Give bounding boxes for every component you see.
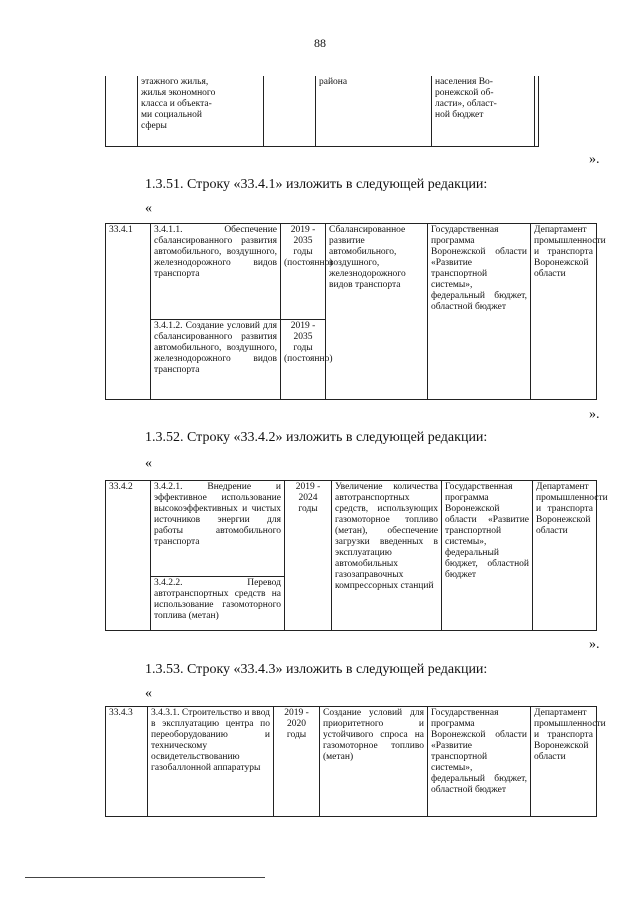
state-program: Государственная программа Воронежской области «Развитие транспортной системы», федеральный бюджет, областной бюджет xyxy=(428,707,531,817)
closing-quote-2: ». xyxy=(589,407,600,422)
fragment-years-cell xyxy=(264,76,316,146)
responsible-department: Департамент промышленности и транспорта Воронежской области xyxy=(531,707,597,817)
closing-quote-3: ». xyxy=(589,637,600,652)
responsible-department: Департамент промышленности и транспорта Воронежской области xyxy=(531,224,597,400)
responsible-department: Департамент промышленности и транспорта Воронежской области xyxy=(533,481,597,631)
measure-years: 2019 - 2020 годы xyxy=(274,707,320,817)
opening-quote-3: « xyxy=(145,686,152,701)
fragment-result-cell: района xyxy=(316,76,432,146)
row-33-4-2-table xyxy=(105,480,608,631)
row-code: 33.4.1 xyxy=(106,224,151,400)
row-code: 33.4.2 xyxy=(106,481,151,631)
fragment-program-cell: населения Во- ронежской об- ласти», област- ной бюджет xyxy=(432,76,535,146)
measure-3-4-1-2-years: 2019 - 2035 годы (постоянно) xyxy=(281,320,326,400)
measure-3-4-1-1: 3.4.1.1. Обеспечение сбалансированного развития автомобильного, воздушного, железнодорожного видов транспорта xyxy=(151,224,281,320)
closing-quote-1: ». xyxy=(589,152,600,167)
fragment-responsible-cell xyxy=(535,76,539,146)
expected-result: Сбалансированное развитие автомобильного, воздушного, железнодорожного видов транспорта xyxy=(326,224,428,400)
row-code: 33.4.3 xyxy=(106,707,148,817)
opening-quote-1: « xyxy=(145,201,152,216)
state-program: Государственная программа Воронежской области «Развитие транспортной системы», федеральный бюджет, областной бюджет xyxy=(442,481,533,631)
measure-3-4-2-2: 3.4.2.2. Перевод автотранспортных средств на использование газомоторного топлива (метан) xyxy=(151,577,285,631)
row-33-4-1-table xyxy=(105,223,606,400)
measure-3-4-2-1: 3.4.2.1. Внедрение и эффективное использование высокоэффективных и чистых источников энергии для работы автомобильного транспорта xyxy=(151,481,285,577)
measure-3-4-1-2: 3.4.1.2. Создание условий для сбалансированного развития автомобильного, воздушного, железнодорожного видов транспорта xyxy=(151,320,281,400)
row-33-4-3-table xyxy=(105,706,606,817)
previous-table-fragment xyxy=(105,76,539,147)
section-heading-1-3-51: 1.3.51. Строку «33.4.1» изложить в следующей редакции: xyxy=(145,177,488,192)
section-heading-1-3-53: 1.3.53. Строку «33.4.3» изложить в следующей редакции: xyxy=(145,662,488,677)
measure-3-4-1-1-years: 2019 - 2035 годы (постоянно) xyxy=(281,224,326,320)
fragment-measure-cell: этажного жилья, жилья экономного класса и объекта- ми социальной сферы xyxy=(138,76,264,146)
measure-years: 2019 - 2024 годы xyxy=(285,481,332,631)
measure-3-4-3-1: 3.4.3.1. Строительство и ввод в эксплуатацию центра по переоборудованию и техническому освидетельствованию газобаллонной аппаратуры xyxy=(148,707,274,817)
opening-quote-2: « xyxy=(145,456,152,471)
fragment-code-cell xyxy=(106,76,138,146)
expected-result: Создание условий для приоритетного и устойчивого спроса на газомоторное топливо (метан) xyxy=(320,707,428,817)
state-program: Государственная программа Воронежской области «Развитие транспортной системы», федеральный бюджет, областной бюджет xyxy=(428,224,531,400)
section-heading-1-3-52: 1.3.52. Строку «33.4.2» изложить в следующей редакции: xyxy=(145,430,488,445)
footer-rule xyxy=(25,877,265,878)
page-number: 88 xyxy=(314,36,326,50)
expected-result: Увеличение количества автотранспортных средств, использующих газомоторное топливо (метан), обеспечение загрузки введенных в эксплуатацию автомобильных газозаправочных компрессорных станций xyxy=(332,481,442,631)
